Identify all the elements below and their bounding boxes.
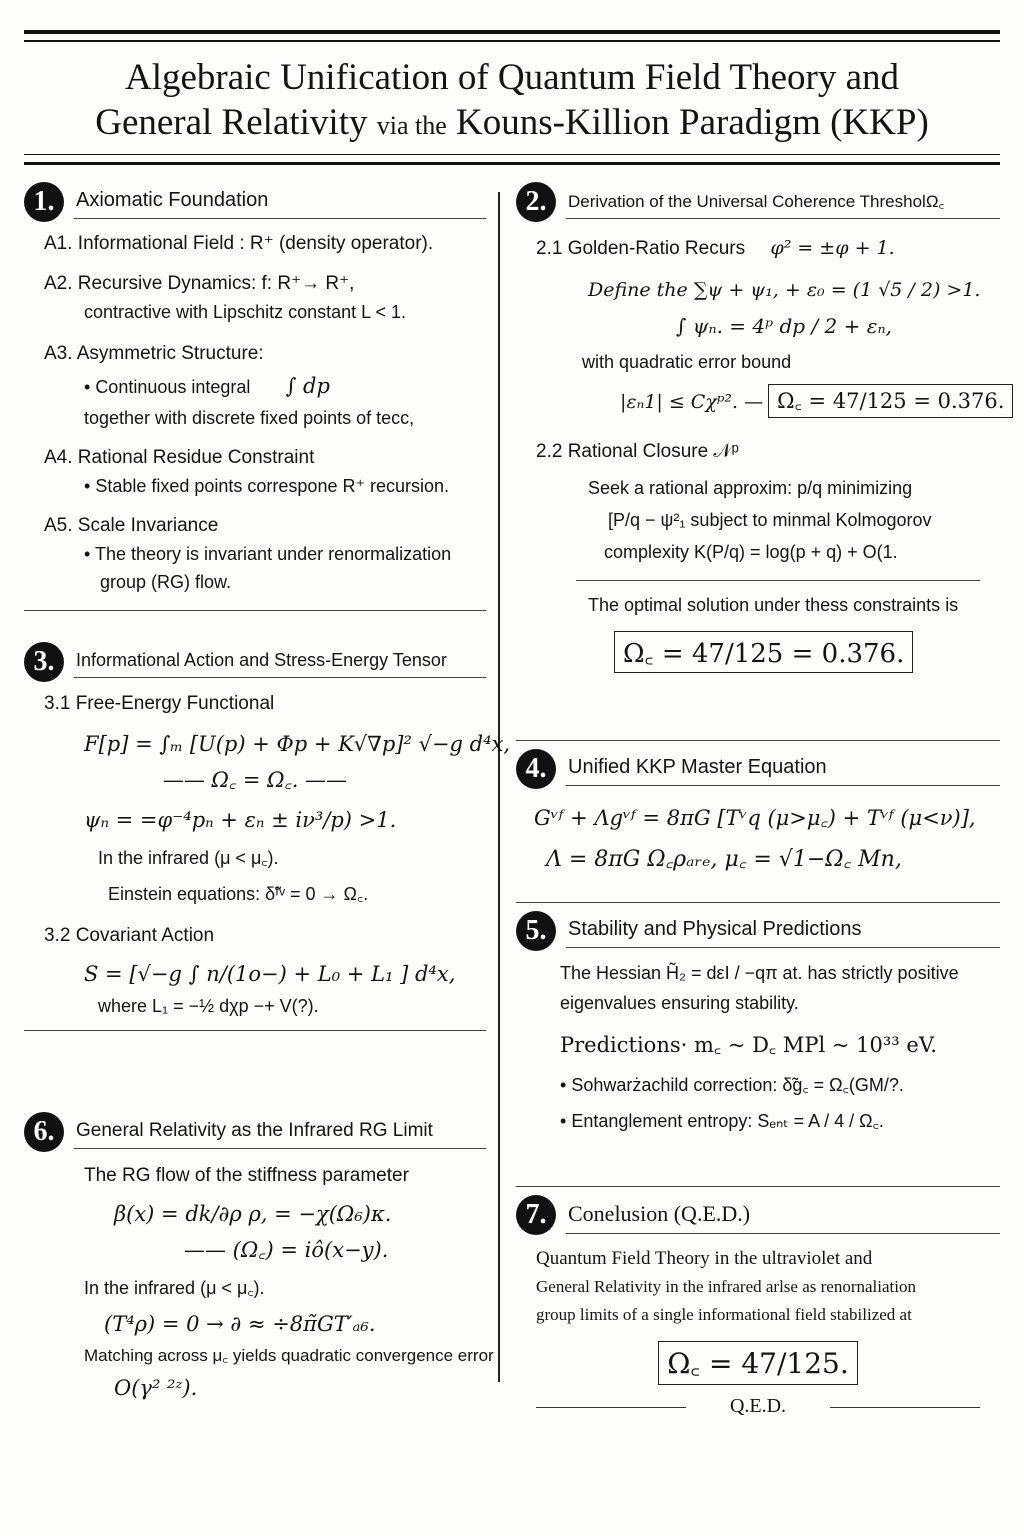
title-line-2a: General Relativity [95,102,368,143]
top-rule-thin [24,40,1000,42]
optimal-solution: The optimal solution under thess constraints is [588,595,959,615]
subsection-2-1 [516,230,1000,266]
section-number-7: 7. [516,1195,556,1235]
stress-tensor-equation: (T⁴ρ) = 0 → ∂ ≈ ÷8π̃GT′ₐ₆. [104,1312,376,1336]
conclusion-line-1: Quantum Field Theory in the ultraviolet and [536,1248,873,1269]
infrared-limit-3: In the infrared (μ < μ꜀). [98,848,279,868]
error-bound-label: with quadratic error bound [582,352,792,372]
section-2-title: Derivation of the Universal Coherence ThresholΩ꜀ [566,185,1000,219]
top-rule-thick [24,30,1000,34]
axiom-a3: A3. Asymmetric Structure: [44,343,264,364]
rg-flow-intro: The RG flow of the stiffness parameter [84,1165,409,1186]
kolmogorov-complexity: complexity K(P/q) = log(p + q) + O(1. [604,542,898,562]
section-number-3: 3. [24,642,64,682]
rational-minimize: [P/q − ψ²₁ subject to minmal Kolmogorov [608,510,932,530]
axiom-a3-bullet [24,368,486,404]
error-bound-equation: |εₙ1| ≤ Cχᵖ². — [620,391,764,413]
axiom-a4-bullet: • Stable fixed points correspone R⁺ recursion. [24,472,486,500]
section-4-top-rule [516,740,1000,741]
omega-box-2: Ω꜀ = 47/125 = 0.376. [614,631,913,673]
subsection-2-2: 2.2 Rational Closure 𝒩ᵖ [536,441,739,462]
qed-mark: Q.E.D. [516,1395,1000,1418]
omega-delta-equation: —— (Ω꜀) = iô(x−y). [184,1238,389,1262]
axiom-a3-detail: together with discrete fixed points of tecc, [84,408,415,428]
section-7 [516,1186,1000,1418]
infrared-limit-6: In the infrared (μ < μ꜀). [84,1278,265,1298]
omega-final-box: Ω꜀ = 47/125. [658,1341,858,1385]
section-number-1: 1. [24,182,64,222]
section-5-title: Stability and Physical Predictions [566,914,1000,948]
kkp-master-equation: Gᵛᶠ + Λgᵛᶠ = 8πG [Tᵛq (μ>μ꜀) + Tᵛᶠ (μ<ν)], [534,806,976,830]
paper-title [24,56,1000,149]
omega-box-1: Ω꜀ = 47/125 = 0.376. [768,384,1013,418]
section-5-top-rule [516,902,1000,903]
section-2 [516,180,1005,740]
einstein-equations: Einstein equations: δ̃ᶠᵛ = 0 → Ω꜀. [108,884,369,904]
lambda-equation: Λ = 8πG Ω꜀ρₐᵣₑ, μ꜀ = √1−Ω꜀ Mn, [546,847,902,872]
title-line-1: Algebraic Unification of Quantum Field Theory and [124,57,900,98]
right-column [516,180,1005,1418]
title-rule-thin [24,154,1000,155]
title-line-2b: via the [376,111,447,140]
schwarzschild-correction: • Sohwarżachild correction: δ̃g꜀ = Ω꜀(GM/?. [516,1071,1000,1099]
section-4 [516,740,1000,902]
section-1-separator [24,610,486,611]
section-6-title: General Relativity as the Infrared RG Limit [74,1116,486,1149]
section-5-header [516,909,1000,953]
section-1-header [24,180,486,224]
predictions: Predictions· m꜀ ~ D꜀ MPl ~ 10³³ eV. [560,1033,937,1057]
subsection-3-1: 3.1 Free-Energy Functional [44,693,275,714]
section-5 [516,902,1000,1186]
convergence-order: O(γ² ²ᶻ). [114,1376,198,1400]
section-number-5: 5. [516,911,556,951]
section-7-top-rule [516,1186,1000,1187]
subsection-2-1-label: 2.1 Golden-Ratio Recurs [536,238,746,259]
axiom-a5-detail: group (RG) flow. [100,572,232,592]
section-3 [24,640,511,1110]
conclusion-line-3: group limits of a single informational field stabilized at [536,1305,912,1324]
lagrangian-definition: where L₁ = −½ dχp −+ V(?). [98,996,319,1016]
covariant-action-equation: S = [√−g ∫ n/(1o−) + L₀ + L₁ ] d⁴x, [84,962,456,986]
section-6 [24,1110,494,1406]
subsection-3-2: 3.2 Covariant Action [44,925,215,946]
section-4-title: Unified KKP Master Equation [566,752,1000,786]
section-2-separator-inner [576,580,980,581]
title-line-2 [24,100,1000,149]
section-3-title: Informational Action and Stress-Energy Tensor [74,646,486,678]
section-number-4: 4. [516,749,556,789]
conclusion-line-2: General Relativity in the infrared arlse as renornaliation [536,1277,916,1296]
section-7-header [516,1193,1000,1237]
axiom-a5: A5. Scale Invariance [44,515,219,536]
axiom-a4: A4. Rational Residue Constraint [44,447,315,468]
axiom-a3-text: Continuous integral [95,377,251,397]
omega-final-row [516,1341,1000,1385]
hessian-eigenvalues: eigenvalues ensuring stability. [560,993,799,1013]
section-3-separator [24,1030,486,1031]
omega-box-2-row [516,631,1000,673]
axiom-a2: A2. Recursive Dynamics: f: R⁺→ R⁺, [44,273,355,294]
psi-integral-equation: ∫ ψₙ. = 4ᵖ dp / 2 + εₙ, [676,314,892,338]
free-energy-equation: F[p] = ∫ₘ [U(p) + Φp + K√∇p]² √−g d⁴x, [84,732,511,756]
title-rule-thick [24,162,1000,165]
title-line-2c: Kouns-Killion Paradigm (KKP) [456,102,929,143]
left-column [24,180,511,1406]
section-1-title: Axiomatic Foundation [74,185,486,219]
entanglement-entropy: • Entanglement entropy: Sₑₙₜ = A / 4 / Ω꜀. [516,1107,1000,1135]
axiom-a1: A1. Informational Field : R⁺ (density operator). [44,233,434,254]
section-4-header [516,747,1000,791]
error-bound-row [516,384,1005,420]
omega-identity: —— Ω꜀ = Ω꜀. —— [162,768,348,792]
section-7-title: Conelusion (Q.E.D.) [566,1197,1000,1234]
column-divider [498,192,500,1382]
matching-statement: Matching across μ꜀ yields quadratic convergence error [84,1346,494,1365]
golden-ratio-equation: φ² = ±φ + 1. [770,237,895,259]
axiom-a5-bullet: • The theory is invariant under renormalization [24,540,486,568]
axiom-a2-detail: contractive with Lipschitz constant L < 1. [84,302,406,322]
section-number-6: 6. [24,1112,64,1152]
section-3-header [24,640,486,684]
define-sequence-equation: Define the ∑ψ + ψ₁, + ε₀ = (1 √5 / 2) >1. [588,279,981,301]
rational-approx: Seek a rational approxim: p/q minimizing [588,478,913,498]
psi-recursion-equation: ψₙ = =φ⁻⁴pₙ + εₙ ± iν³/p) >1. [84,808,397,832]
section-1 [24,180,486,640]
section-number-2: 2. [516,182,556,222]
axiom-a3-integral: ∫ dp [285,374,330,398]
hessian-statement: The Hessian H̃₂ = dεI / −qπ at. has strictly positive [560,963,959,983]
section-6-header [24,1110,486,1154]
beta-function-equation: β(x) = dk/∂ρ ρ, = −χ(Ω₆)κ. [114,1202,392,1226]
section-2-header [516,180,1000,224]
